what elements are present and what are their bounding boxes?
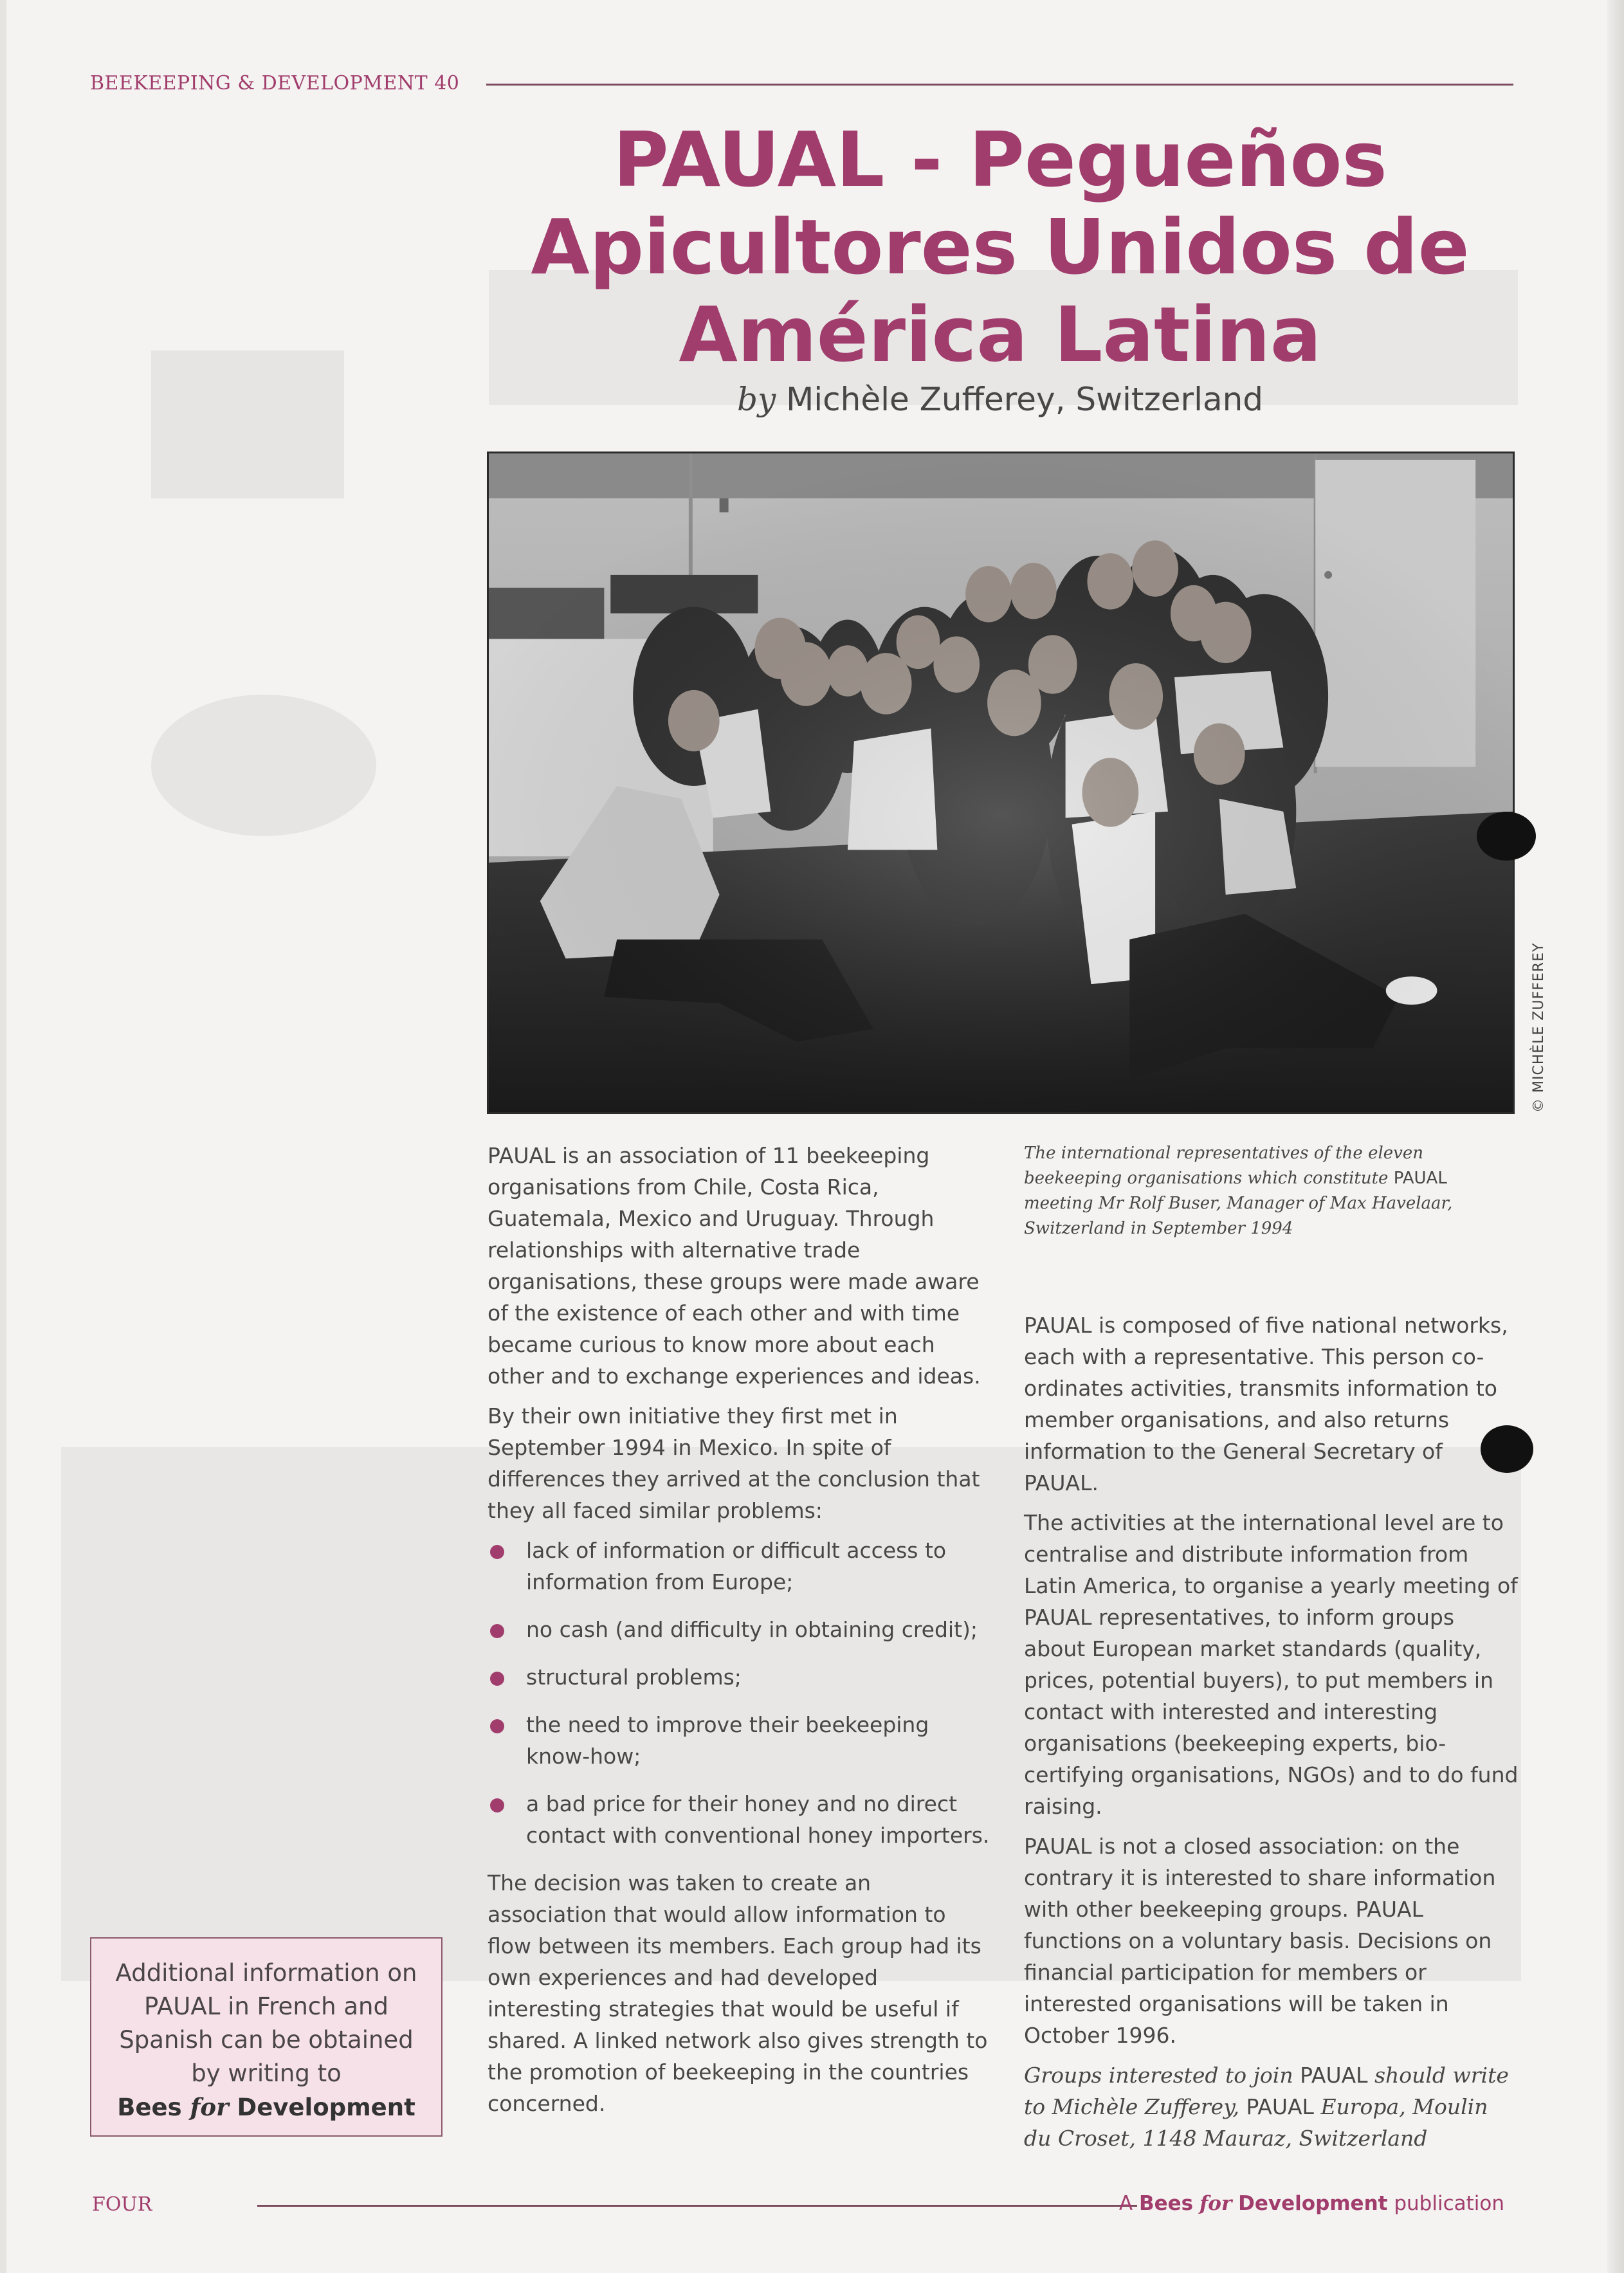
page-left-edge xyxy=(0,0,6,2273)
problem-list xyxy=(488,1535,996,1851)
contact-address: Europa, Moulin du Croset, 1148 Mauraz, Switzerland xyxy=(1024,2094,1488,2151)
paragraph: PAUAL is an association of 11 beekeeping organisations from Chile, Costa Rica, Guatemala, Mexico and Uruguay. Through relationships with alternative trade organisations, these groups were made aware of the existence of each other and with time became curious to know more about each other and to exchange experiences and ideas. xyxy=(488,1143,981,1389)
contact-note xyxy=(1024,2059,1519,2154)
left-column xyxy=(488,1140,996,2128)
page-right-edge xyxy=(1607,0,1624,2273)
photo-credit: © MICHÈLE ZUFFEREY xyxy=(1531,942,1547,1113)
info-box xyxy=(90,1937,442,2137)
list-item-text: a bad price for their honey and no direct contact with conventional honey importers. xyxy=(526,1791,990,1848)
byline-author: Michèle Zufferey, Switzerland xyxy=(786,381,1264,418)
contact-paual: PAUAL xyxy=(1300,2063,1368,2088)
list-item xyxy=(488,1614,996,1645)
show-through-block xyxy=(151,695,376,836)
pub-bees: Bees xyxy=(1138,2192,1194,2215)
header-rule xyxy=(486,84,1513,86)
list-item xyxy=(488,1661,996,1693)
publication-credit xyxy=(1119,2192,1504,2215)
bullet-icon xyxy=(490,1672,504,1686)
contact-paual: PAUAL xyxy=(1246,2094,1314,2119)
list-item-text: no cash (and difficulty in obtaining credit); xyxy=(526,1617,978,1642)
bullet-icon xyxy=(490,1719,504,1733)
title-line: PAUAL - Pegueños xyxy=(613,115,1387,204)
paragraph: PAUAL is not a closed association: on the contrary it is interested to share information with other beekeeping groups. PAUAL functions on a voluntary basis. Decisions on financial participation for members or interested organisations will be taken in October 1996. xyxy=(1024,1834,1496,2048)
byline xyxy=(489,381,1511,418)
pub-for: for xyxy=(1199,2192,1232,2215)
bullet-icon xyxy=(490,1798,504,1812)
list-item xyxy=(488,1535,996,1598)
pub-prefix: A xyxy=(1118,2192,1133,2215)
byline-by: by xyxy=(736,381,776,418)
info-box-line: Spanish can be obtained xyxy=(119,2026,414,2054)
list-item-text: structural problems; xyxy=(526,1665,742,1690)
paragraph: The decision was taken to create an association that would allow information to flow between its members. Each group had its own experiences and had developed interesting strategies that would be useful if shared. A linked network also gives strength to the promotion of beekeeping in the countries concerned. xyxy=(488,1870,988,2116)
right-column xyxy=(1024,1310,1519,2162)
article-title xyxy=(489,116,1511,378)
org-for: for xyxy=(190,2093,229,2121)
paragraph: The activities at the international level are to centralise and distribute information from Latin America, to organise a yearly meeting of PAUAL representatives, to inform groups about European market standards (quality, prices, potential buyers), to put members in contact with interested and interesting organisations (beekeeping experts, bio-certifying organisations, NGOs) and to do fund raising. xyxy=(1024,1510,1519,1819)
title-line: América Latina xyxy=(679,290,1322,379)
running-head: BEEKEEPING & DEVELOPMENT 40 xyxy=(90,72,460,95)
pub-development: Development xyxy=(1238,2192,1388,2215)
binder-hole xyxy=(1477,812,1536,861)
group-photo-image xyxy=(489,453,1513,1112)
contact-text: Groups interested to join xyxy=(1024,2063,1293,2088)
group-photo xyxy=(487,452,1515,1114)
list-item xyxy=(488,1709,996,1772)
title-line: Apicultores Unidos de xyxy=(531,203,1470,291)
caption-text: The international representatives of the eleven beekeeping organisations which constitute xyxy=(1024,1144,1423,1188)
list-item xyxy=(488,1788,996,1851)
caption-paual: PAUAL xyxy=(1393,1169,1447,1188)
info-box-line: Additional information on xyxy=(115,1959,417,1987)
paragraph: PAUAL is composed of five national networks, each with a representative. This person co-ordinates activities, transmits information to member organisations, and also returns information to the General Secretary of PAUAL. xyxy=(1024,1313,1508,1495)
show-through-block xyxy=(151,351,344,498)
footer-rule xyxy=(257,2205,1137,2207)
photo-caption xyxy=(1024,1141,1513,1241)
contact-text: should write to Michèle Zufferey, xyxy=(1024,2063,1509,2119)
caption-text: meeting Mr Rolf Buser, Manager of Max Havelaar, Switzerland in September 1994 xyxy=(1024,1194,1453,1238)
page-folio: FOUR xyxy=(92,2193,152,2216)
org-development: Development xyxy=(237,2094,415,2121)
pub-suffix: publication xyxy=(1394,2192,1504,2215)
info-box-line: PAUAL in French and xyxy=(144,1993,388,2020)
info-box-org xyxy=(91,2090,441,2124)
list-item-text: the need to improve their beekeeping know-how; xyxy=(526,1712,929,1769)
info-box-line: by writing to xyxy=(191,2059,342,2087)
org-bees: Bees xyxy=(117,2094,182,2121)
bullet-icon xyxy=(490,1545,504,1559)
bullet-icon xyxy=(490,1624,504,1638)
list-item-text: lack of information or difficult access to information from Europe; xyxy=(526,1538,947,1594)
paragraph: By their own initiative they first met in September 1994 in Mexico. In spite of differences they arrived at the conclusion that they all faced similar problems: xyxy=(488,1403,980,1523)
